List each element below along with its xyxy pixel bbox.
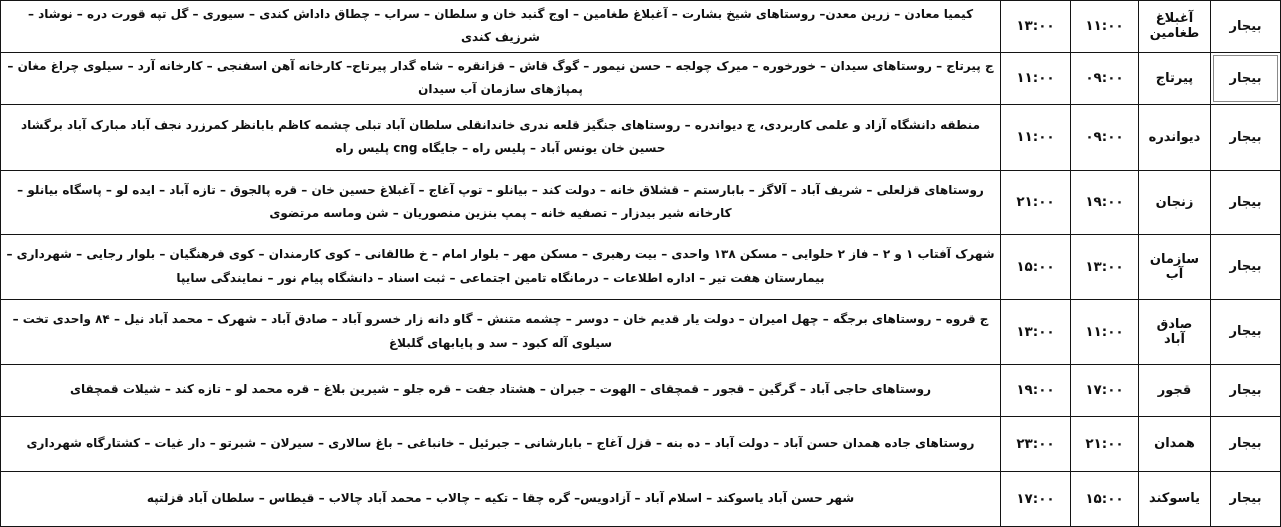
end-time-cell: ۱۳:۰۰: [1001, 1, 1071, 53]
start-time-cell: ۱۱:۰۰: [1071, 299, 1139, 364]
table-row: [1, 299, 1281, 364]
end-time-cell: ۱۷:۰۰: [1001, 471, 1071, 526]
end-time-cell: ۱۹:۰۰: [1001, 364, 1071, 416]
table-row: [1, 104, 1281, 170]
table-row: [1, 364, 1281, 416]
description-cell: روستاهای حاجی آباد – گرگین – قجور – قمچقای – الهوت – جبران – هشتاد جفت – قره جلو – شیرین بلاغ – قره محمد لو – تازه کند – شیلات قمچقای: [1, 364, 1001, 416]
city-cell: بیجار: [1211, 234, 1281, 299]
city-cell: بیجار: [1211, 416, 1281, 471]
description-cell: روستاهای جاده همدان حسن آباد – دولت آباد – ده بنه – قزل آغاج – بابارشانی – جبرئیل – خانباغی – باغ سالاری – سیرلان – شبرتو – دار غیات – کشتارگاه شهرداری: [1, 416, 1001, 471]
area-name-cell: دیواندره: [1139, 104, 1211, 170]
description-cell: ج قروه – روستاهای برجگه – چهل امیران – دولت یار قدیم خان – دوسر – چشمه متنش – گاو دانه زار خسرو آباد – صادق آباد – شهرک – محمد آباد نیل – ۸۴ واحدی تخت – سیلوی آله کبود – سد و پایابهای گلبلاغ: [1, 299, 1001, 364]
city-cell: بیجار: [1211, 1, 1281, 53]
area-name-cell: آغبلاغ طغامین: [1139, 1, 1211, 53]
table-row: [1, 52, 1281, 104]
end-time-cell: ۲۱:۰۰: [1001, 170, 1071, 234]
description-cell: منطقه دانشگاه آزاد و علمی کاربردی، ج دیواندره – روستاهای جنگیز قلعه ندری خاندانقلی سلطان آباد تبلی چشمه کاظم بابانظر کمرزرد نجف آباد مبارک آباد برگشاد حسین خان یونس آباد – پلیس راه – جایگاه cng پلیس راه: [1, 104, 1001, 170]
city-cell: بیجار: [1211, 104, 1281, 170]
description-cell: ج پیرتاج – روستاهای سیدان – خورخوره – میرک چولجه – حسن نیمور – گوگ قاش – قزانقره – شاه گدار پیرتاج– کارخانه آهن اسفنجی – کارخانه آرد – سیلوی چراغ مغان – پمپاژهای سازمان آب سیدان: [1, 52, 1001, 104]
end-time-cell: ۱۱:۰۰: [1001, 104, 1071, 170]
table-row: [1, 1, 1281, 53]
description-cell: کیمیا معادن – زرین معدن– روستاهای شیخ بشارت – آغبلاغ طغامین – اوج گنبد خان و سلطان – سراب – چطاق داداش کندی – سیوری – گل تپه قورت دره – نوشاد – شرزیف کندی: [1, 1, 1001, 53]
start-time-cell: ۰۹:۰۰: [1071, 52, 1139, 104]
city-cell: بیجار: [1211, 52, 1281, 104]
area-name-cell: همدان: [1139, 416, 1211, 471]
start-time-cell: ۱۱:۰۰: [1071, 1, 1139, 53]
description-cell: شهر حسن آباد یاسوکند – اسلام آباد – آزادویس– گره چقا – تکیه – چالاب – محمد آباد چالاب – قیطاس – سلطان آباد قزلتپه: [1, 471, 1001, 526]
start-time-cell: ۱۷:۰۰: [1071, 364, 1139, 416]
end-time-cell: ۱۳:۰۰: [1001, 299, 1071, 364]
city-cell: بیجار: [1211, 364, 1281, 416]
table-row: [1, 170, 1281, 234]
city-cell: بیجار: [1211, 170, 1281, 234]
area-name-cell: پیرتاج: [1139, 52, 1211, 104]
area-name-cell: زنجان: [1139, 170, 1211, 234]
start-time-cell: ۱۳:۰۰: [1071, 234, 1139, 299]
start-time-cell: ۰۹:۰۰: [1071, 104, 1139, 170]
description-cell: روستاهای قزلعلی – شریف آباد – آلاگز – بابارستم – قشلاق خانه – دولت کند – بیانلو – توپ آغاج – آغبلاغ حسین خان – قره پالجوق – تازه آباد – ایده لو – پاسگاه بیانلو – کارخانه شیر بیدزار – تصفیه خانه – پمپ بنزین منصوریان – شن وماسه مرتضوی: [1, 170, 1001, 234]
area-name-cell: صادق آباد: [1139, 299, 1211, 364]
table-row: [1, 234, 1281, 299]
table-row: [1, 471, 1281, 526]
area-name-cell: سازمان آب: [1139, 234, 1211, 299]
start-time-cell: ۱۹:۰۰: [1071, 170, 1139, 234]
city-cell: بیجار: [1211, 299, 1281, 364]
outage-table-body: [1, 1, 1281, 527]
description-cell: شهرک آفتاب ۱ و ۲ – فاز ۲ حلوایی – مسکن ۱۳۸ واحدی – بیت رهبری – مسکن مهر – بلوار امام – خ طالقانی – کوی کارمندان – کوی فرهنگیان – بلوار رجایی – شهرداری – بیمارستان هفت تیر – اداره اطلاعات – درمانگاه تامین اجتماعی – ثبت اسناد – دانشگاه پیام نور – نمایندگی سایپا: [1, 234, 1001, 299]
area-name-cell: یاسوکند: [1139, 471, 1211, 526]
start-time-cell: ۲۱:۰۰: [1071, 416, 1139, 471]
table-row: [1, 416, 1281, 471]
end-time-cell: ۱۵:۰۰: [1001, 234, 1071, 299]
end-time-cell: ۲۳:۰۰: [1001, 416, 1071, 471]
area-name-cell: قجور: [1139, 364, 1211, 416]
end-time-cell: ۱۱:۰۰: [1001, 52, 1071, 104]
start-time-cell: ۱۵:۰۰: [1071, 471, 1139, 526]
city-cell: بیجار: [1211, 471, 1281, 526]
